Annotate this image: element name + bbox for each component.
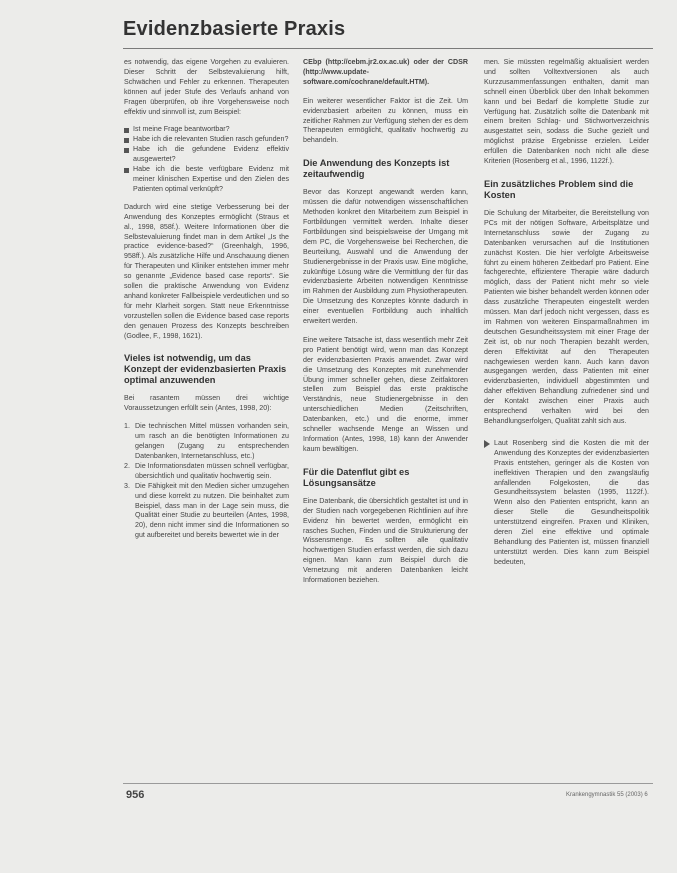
paragraph: es notwendig, das eigene Vorgehen zu evaluieren. Dieser Schritt der Selbstevaluierung hilft, Schwächen und Fehler zu erkennen. Therapeuten können auf jeder Stufe des Verlaufs anhand von Fragen überprüfen, ob ihre Vorgehensweise noch effektiv und sinnvoll ist, zum Beispiel: [124,58,289,116]
journal-reference: Krankengymnastik 55 (2003) 6 [566,792,648,798]
text-column-2 [303,58,468,586]
paragraph: Bevor das Konzept angewandt werden kann, müssen die dafür notwendigen wissenschaftlichen Methoden konkret den Mitarbeitern zum Beispiel in Fortbildungen vermittelt werden. Inhalte dieser Fortbildungen sind beispielsweise der Umgang mit dem PC, die Vorgehensweise bei Recherchen, die Beurteilung, Auswahl und die Anwendung der Studienergebnisse in der Praxis usw. Eine mögliche, zukünftige Lösung wäre die Vermittlung der für das evidenzbasierte Arbeiten notwendigen Kenntnisse im Rahmen der Ausbildung zum Physiotherapeuten. Die Umsetzung des Konzeptes könnte dadurch in einer eventuellen Fortbildung auch inhaltlich erweitert werden. [303,188,468,326]
paragraph: Eine Datenbank, die übersichtlich gestaltet ist und in der Studien nach vorgegebenen Richtlinien auf ihre Evidenz hin bewertet werden, ermöglicht ein rasches Suchen, Finden und die Strukturierung der Wissensmenge. Es sollten alle qualitativ hochwertigen Studien erfasst werden, die sich dazu eignen. Man kann zum Beispiel durch die Vernetzung mit anderen Datenbanken leicht Informationen beziehen. [303,496,468,585]
title-divider [123,48,653,49]
section-heading: Die Anwendung des Konzepts ist zeitaufwendig [303,158,450,180]
page-number: 956 [126,789,145,801]
bullet-item: Habe ich die beste verfügbare Evidenz mit meiner klinischen Expertise und den Zielen des Patienten optimal verknüpft? [124,165,289,195]
numbered-item: 1. Die technischen Mittel müssen vorhanden sein, um rasch an die benötigten Informationen zu gelangen (Zugang zu entsprechenden Datenbanken, Internetanschluss, etc.) [124,422,289,460]
numbered-item: 2. Die Informationsdaten müssen schnell verfügbar, übersichtlich und qualitativ hochwertig sein. [124,461,289,480]
bullet-item: Habe ich die relevanten Studien rasch gefunden? [124,135,289,145]
numbered-item: 3. Die Fähigkeit mit den Medien sicher umzugehen und diese korrekt zu nutzen. Die beinhaltet zum Beispiel, dass man in der Lage sein muss, die Qualität einer Studie zu beurteilen (Antes, 1998, 20), denn nicht immer sind die Informationen so gut aufbereitet und bereits bewertet wie in der [124,481,289,540]
note-text: Laut Rosenberg sind die Kosten die mit der Anwendung des Konzeptes der evidenzbasierten Praxis entstehen, geringer als die Kosten von ineffektiven Therapien und den zwangsläufig anfallenden Folgekosten, die das Gesundheitssystem belasten (1995, 1122f.). Wenn also den Patienten entspricht, kann an dieser Stelle die Gesundheitspolitik unterstützend eingreifen. Praxen und Kliniken, deren Ziel eine effektive und optimale Behandlung des Patienten ist, müssen finanziell unterstützt werden. Dies kann zum Beispiel bedeuten, [494,438,649,566]
paragraph: Eine weitere Tatsache ist, dass wesentlich mehr Zeit pro Patient benötigt wird, wenn man das Konzept der evidenzbasierten Praxis anwendet. Zwar wird die Umsetzung des Konzeptes mit zunehmender Übung immer schneller gehen, diese Zeitfaktoren stellen zum Beispiel das erste praktische Verständnis, neue Studienergebnisse in den unterschiedlichen Medien (Zeitschriften, Datenbanken, etc.) und die enorme, immer schneller wachsende Menge an Wissen und Information (Antes, 1998, 18) kann der Anwender kaum bewältigen. [303,335,468,453]
note-block [484,439,649,568]
paragraph: Dadurch wird eine stetige Verbesserung bei der Anwendung des Konzeptes ermöglicht (Straus et al., 1998, 858f.). Weitere Informationen über die Selbstevaluierung findet man in dem Artikel „Is the practice evidence-based?“ (Greenhalgh, 1996, 958ff.). Als zusätzliche Hilfe und Anschauung dienen für Therapeuten und Kliniker entstehen immer mehr so genannte „Evidence based case reports“. Sie sollen die praktische Anwendung von Evidenz anhand konkreter Fallbeispiele verdeutlichen und so für mehr Klarheit sorgen. Statt neue Erkenntnisse vorzustellen sollen die Evidence based case reports den genauen Prozess des Konzepts beschreiben (Godlee, F., 1998, 1621). [124,202,289,340]
text-column-1 [124,58,289,549]
bullet-list [124,125,289,194]
bullet-item: Habe ich die gefundene Evidenz effektiv ausgewertet? [124,145,289,165]
paragraph: Bei rasantem müssen drei wichtige Voraussetzungen erfüllt sein (Antes, 1998, 20): [124,394,289,413]
section-heading: Ein zusätzliches Problem sind die Kosten [484,178,634,200]
page-title: Evidenzbasierte Praxis [123,18,346,40]
url-paragraph: CEbp (http://cebm.jr2.ox.ac.uk) oder der CDSR (http://www.update-software.com/cochrane/default.HTM). [303,58,468,86]
section-heading: Vieles ist notwendig, um das Konzept der evidenzbasierten Praxis optimal anzuwenden [124,353,287,386]
section-heading: Für die Datenflut gibt es Lösungsansätze [303,466,410,488]
bullet-item: Ist meine Frage beantwortbar? [124,125,289,135]
paragraph: men. Sie müssten regelmäßig aktualisiert werden und sollten Volltextversionen als auch Kurzzusammenfassungen enthalten, damit man schnell einen Überblick über den Inhalt bekommen kann und bei Bedarf die komplette Studie zur Verfügung hat. Zusätzlich sollte die Datenbank mit einem breiten Schlag- und Stichwortverzeichnis ausgestattet sein, sodass die Suche gezielt und möglichst präzise Ergebnisse erzielen. Leider erfüllen die Datenbanken noch nicht alle diese Kriterien (Rosenberg et al., 1996, 1122f.). [484,58,649,166]
text-column-3 [484,58,649,568]
footer-divider [123,783,653,784]
paragraph: Die Schulung der Mitarbeiter, die Bereitstellung von PCs mit der nötigen Software, Arbeitsplätze und Internetanschluss sowie der Zugang zu Datenbanken verursachen auf die Institutionen zunächst Kosten. Die hier verfolgte Arbeitsweise führt zu einem höheren Zeitbedarf pro Patient. Eine fachgerechte, effizientere Therapie wäre dadurch möglich, dass der Patient nicht mehr so viele Patienten wie bisher behandelt werden können oder dass zusätzliche Therapeuten eingestellt werden müssen. Man darf jedoch nicht vergessen, dass es im Rahmen von weiteren Einsparmaßnahmen im deutschen Gesundheitssystem mit einer Frage der Zeit ist, ob nur noch Therapien bezahlt werden, deren Effektivität auf den Therapeuten nachgewiesen werden kann. Auch kann davon ausgegangen werden, dass Patienten mit einer evidenzbasierten, individuell abgestimmten und daher effektiven Behandlung zufriedener sind und der Kontakt zwischen einer Praxis auch entsprechend verhalten wird bei den Behandlungserfolgen, Qualität zahlt sich aus. [484,208,649,425]
triangle-bullet-icon [484,440,490,448]
paragraph: Ein weiterer wesentlicher Faktor ist die Zeit. Um evidenzbasiert arbeiten zu können, muss ein zeitlicher Rahmen zur Verfügung stehen der es dem Therapeuten ermöglicht, qualitativ hochwertig zu behandeln. [303,96,468,145]
numbered-list [124,422,289,541]
